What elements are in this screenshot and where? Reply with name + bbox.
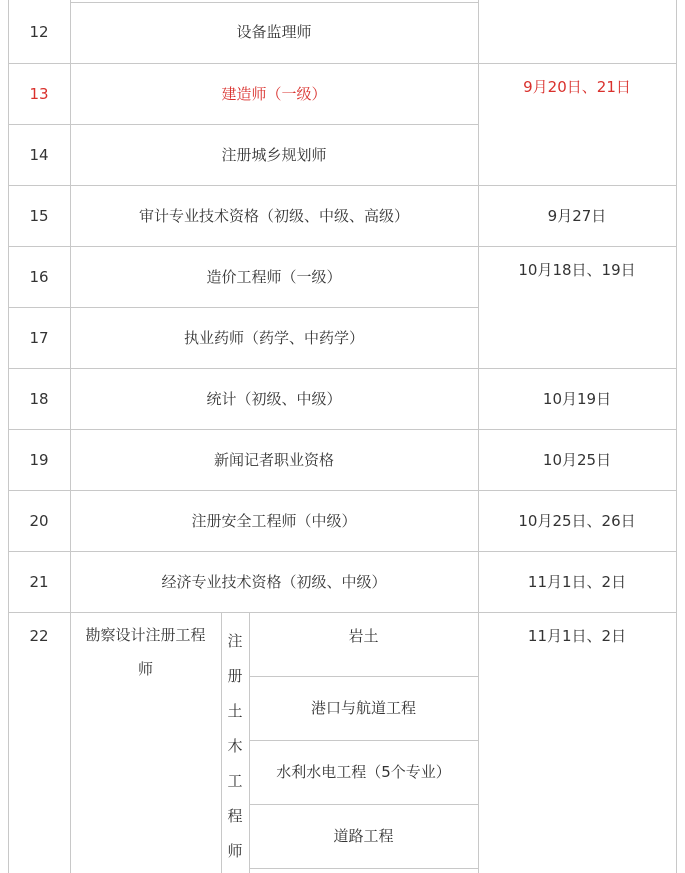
row-number: 21 [29,572,49,591]
vertical-char: 程 [227,807,243,825]
specialty: 水利水电工程（5个专业） [276,763,451,781]
exam-name: 经济专业技术资格（初级、中级） [161,572,387,591]
exam-date: 10月25日 [542,450,612,469]
exam-name: 造价工程师（一级） [206,267,342,286]
grid-line [249,868,478,869]
vertical-char: 工 [227,772,243,790]
exam-date: 11月1日、2日 [527,572,627,591]
vertical-char: 注 [227,632,243,650]
exam-date: 10月19日 [542,389,612,408]
row-number: 19 [29,450,49,469]
exam-date: 9月27日 [547,206,607,225]
exam-category-line: 勘察设计注册工程 [85,626,206,644]
row-number: 18 [29,389,49,408]
specialty: 岩土 [348,627,379,645]
vertical-char: 土 [227,702,243,720]
exam-subcategory-vertical [221,612,249,873]
vertical-char: 师 [227,842,243,860]
row-number: 20 [29,511,49,530]
row-number: 16 [29,267,49,286]
vertical-char: 木 [227,737,243,755]
exam-name: 新闻记者职业资格 [213,450,334,469]
exam-name: 注册安全工程师（中级） [191,511,357,530]
row-number: 12 [29,22,49,41]
row-number: 17 [29,328,49,347]
grid-line [676,0,677,873]
row-number: 13 [29,84,49,103]
exam-name: 建造师（一级） [221,84,327,103]
exam-name: 审计专业技术资格（初级、中级、高级） [138,206,409,225]
exam-name: 执业药师（药学、中药学） [183,328,364,347]
exam-name: 统计（初级、中级） [206,389,342,408]
exam-date: 9月20日、21日 [523,78,631,96]
row-number: 15 [29,206,49,225]
exam-date: 11月1日、2日 [527,627,627,645]
exam-category [70,612,221,873]
exam-date: 10月18日、19日 [518,261,636,279]
row-number: 14 [29,145,49,164]
row-number: 22 [29,627,49,645]
exam-category-line: 师 [137,660,153,678]
exam-name: 注册城乡规划师 [221,145,327,164]
exam-date: 10月25日、26日 [518,511,636,530]
specialty: 港口与航道工程 [310,699,416,717]
specialty: 道路工程 [333,827,394,845]
exam-name: 设备监理师 [236,22,312,41]
vertical-char: 册 [227,667,243,685]
